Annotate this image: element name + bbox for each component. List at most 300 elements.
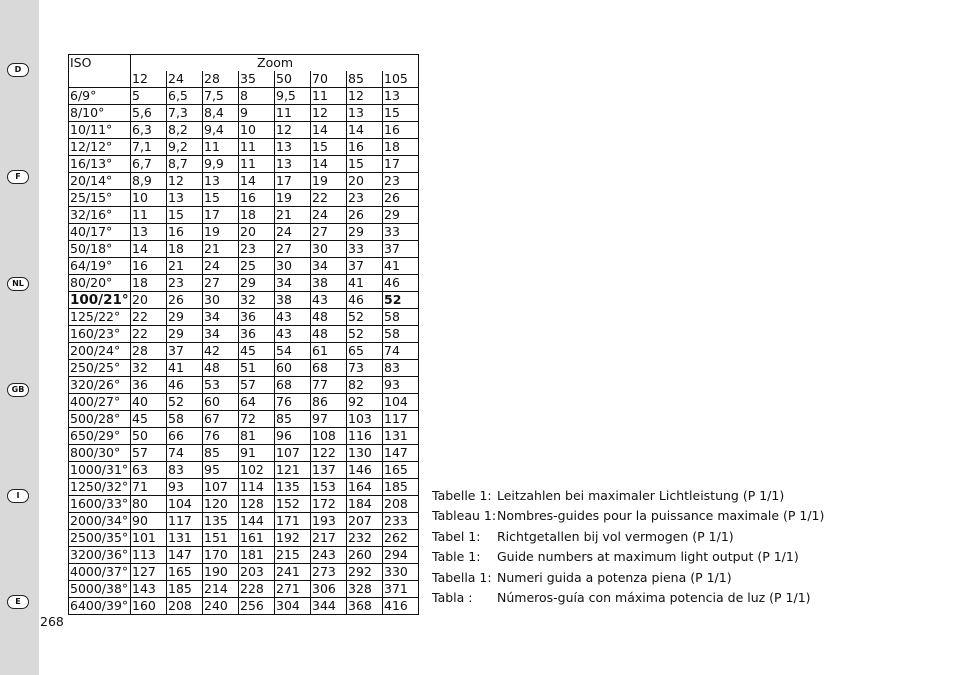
guide-number-cell: 170 (203, 547, 239, 564)
guide-number-cell: 260 (347, 547, 383, 564)
guide-number-cell: 73 (347, 360, 383, 377)
guide-number-cell: 217 (311, 530, 347, 547)
guide-number-cell: 160 (131, 598, 167, 615)
guide-number-cell: 292 (347, 564, 383, 581)
guide-number-cell: 97 (311, 411, 347, 428)
guide-number-cell: 107 (203, 479, 239, 496)
guide-number-cell: 74 (167, 445, 203, 462)
guide-number-cell: 6,5 (167, 88, 203, 105)
guide-number-cell: 29 (239, 275, 275, 292)
guide-number-cell: 64 (239, 394, 275, 411)
guide-number-cell: 23 (239, 241, 275, 258)
guide-number-cell: 68 (275, 377, 311, 394)
guide-number-cell: 11 (131, 207, 167, 224)
guide-number-cell: 368 (347, 598, 383, 615)
header-row (69, 55, 419, 72)
guide-number-cell: 117 (167, 513, 203, 530)
guide-number-cell: 45 (131, 411, 167, 428)
guide-number-cell: 58 (167, 411, 203, 428)
guide-number-cell: 27 (275, 241, 311, 258)
caption-text: Nombres-guides pour la puissance maximale (P 1/1) (497, 508, 825, 524)
iso-header: ISO (69, 55, 131, 72)
guide-number-cell: 20 (131, 292, 167, 309)
guide-number-cell: 16 (383, 122, 419, 139)
guide-number-cell: 165 (167, 564, 203, 581)
guide-number-cell: 37 (383, 241, 419, 258)
guide-number-cell: 185 (383, 479, 419, 496)
caption-label: Tabella 1: (432, 569, 492, 585)
zoom-value: 28 (203, 71, 239, 88)
guide-number-cell: 48 (203, 360, 239, 377)
iso-cell: 200/24° (69, 343, 131, 360)
table-row (69, 292, 419, 309)
guide-number-cell: 243 (311, 547, 347, 564)
guide-number-cell: 46 (167, 377, 203, 394)
guide-number-cell: 42 (203, 343, 239, 360)
guide-number-cell: 114 (239, 479, 275, 496)
guide-number-cell: 101 (131, 530, 167, 547)
guide-number-cell: 11 (203, 139, 239, 156)
guide-number-cell: 21 (275, 207, 311, 224)
iso-cell: 64/19° (69, 258, 131, 275)
guide-number-cell: 14 (239, 173, 275, 190)
guide-number-cell: 241 (275, 564, 311, 581)
guide-number-cell: 28 (131, 343, 167, 360)
guide-number-cell: 171 (275, 513, 311, 530)
guide-number-cell: 30 (203, 292, 239, 309)
guide-number-cell: 18 (383, 139, 419, 156)
guide-number-cell: 90 (131, 513, 167, 530)
guide-number-cell: 17 (203, 207, 239, 224)
guide-number-cell: 208 (167, 598, 203, 615)
guide-number-cell: 13 (383, 88, 419, 105)
guide-number-cell: 43 (275, 309, 311, 326)
guide-number-cell: 8 (239, 88, 275, 105)
guide-number-cell: 34 (203, 326, 239, 343)
iso-cell: 320/26° (69, 377, 131, 394)
zoom-value: 12 (131, 71, 167, 88)
table-row (69, 105, 419, 122)
guide-number-cell: 19 (275, 190, 311, 207)
guide-number-cell: 33 (347, 241, 383, 258)
guide-number-cell: 271 (275, 581, 311, 598)
guide-number-cell: 14 (311, 122, 347, 139)
guide-number-cell: 95 (203, 462, 239, 479)
guide-number-cell: 37 (347, 258, 383, 275)
guide-number-cell: 8,9 (131, 173, 167, 190)
guide-number-cell: 18 (167, 241, 203, 258)
guide-number-cell: 74 (383, 343, 419, 360)
guide-number-table (68, 54, 419, 615)
table-row (69, 241, 419, 258)
iso-cell: 650/29° (69, 428, 131, 445)
guide-number-cell: 52 (167, 394, 203, 411)
guide-number-cell: 13 (275, 139, 311, 156)
iso-cell: 800/30° (69, 445, 131, 462)
guide-number-cell: 294 (383, 547, 419, 564)
guide-number-cell: 60 (275, 360, 311, 377)
guide-number-cell: 9 (239, 105, 275, 122)
guide-number-cell: 65 (347, 343, 383, 360)
guide-number-cell: 12 (275, 122, 311, 139)
iso-cell: 6400/39° (69, 598, 131, 615)
guide-number-cell: 23 (347, 190, 383, 207)
table-row (69, 275, 419, 292)
table-row (69, 326, 419, 343)
guide-number-cell: 330 (383, 564, 419, 581)
guide-number-cell: 131 (167, 530, 203, 547)
guide-number-cell: 41 (167, 360, 203, 377)
guide-number-cell: 9,9 (203, 156, 239, 173)
guide-number-cell: 29 (347, 224, 383, 241)
guide-number-cell: 36 (131, 377, 167, 394)
guide-number-cell: 15 (383, 105, 419, 122)
guide-number-cell: 108 (311, 428, 347, 445)
guide-number-cell: 26 (347, 207, 383, 224)
guide-number-cell: 67 (203, 411, 239, 428)
guide-number-cell: 165 (383, 462, 419, 479)
guide-number-cell: 11 (239, 156, 275, 173)
guide-number-cell: 76 (275, 394, 311, 411)
iso-cell: 3200/36° (69, 547, 131, 564)
guide-number-cell: 33 (383, 224, 419, 241)
guide-number-cell: 144 (239, 513, 275, 530)
table-row (69, 547, 419, 564)
lang-badge-i[interactable]: I (7, 489, 29, 503)
iso-cell: 32/16° (69, 207, 131, 224)
guide-number-cell: 9,4 (203, 122, 239, 139)
guide-number-cell: 23 (167, 275, 203, 292)
guide-number-cell: 7,3 (167, 105, 203, 122)
guide-number-cell: 32 (131, 360, 167, 377)
guide-number-cell: 161 (239, 530, 275, 547)
table-row (69, 139, 419, 156)
guide-number-cell: 48 (311, 326, 347, 343)
guide-number-cell: 60 (203, 394, 239, 411)
lang-badge-nl[interactable]: NL (7, 277, 29, 291)
guide-number-cell: 11 (239, 139, 275, 156)
caption-text: Guide numbers at maximum light output (P 1/1) (497, 549, 799, 565)
guide-number-cell: 32 (239, 292, 275, 309)
table-row (69, 496, 419, 513)
guide-number-cell: 24 (203, 258, 239, 275)
guide-number-cell: 151 (203, 530, 239, 547)
guide-number-cell: 43 (311, 292, 347, 309)
guide-number-cell: 16 (347, 139, 383, 156)
iso-cell: 12/12° (69, 139, 131, 156)
guide-number-cell: 13 (131, 224, 167, 241)
iso-cell: 125/22° (69, 309, 131, 326)
lang-badge-gb[interactable]: GB (7, 383, 29, 397)
guide-number-cell: 15 (167, 207, 203, 224)
guide-number-cell: 68 (311, 360, 347, 377)
zoom-value: 24 (167, 71, 203, 88)
guide-number-cell: 24 (311, 207, 347, 224)
guide-number-cell: 190 (203, 564, 239, 581)
iso-cell: 2500/35° (69, 530, 131, 547)
guide-number-cell: 34 (275, 275, 311, 292)
guide-number-cell: 127 (131, 564, 167, 581)
iso-cell: 400/27° (69, 394, 131, 411)
guide-number-cell: 103 (347, 411, 383, 428)
guide-number-cell: 91 (239, 445, 275, 462)
guide-number-cell: 50 (131, 428, 167, 445)
guide-number-cell: 45 (239, 343, 275, 360)
guide-number-cell: 107 (275, 445, 311, 462)
guide-number-cell: 10 (131, 190, 167, 207)
iso-cell: 2000/34° (69, 513, 131, 530)
zoom-header: Zoom (131, 55, 419, 72)
guide-number-cell: 371 (383, 581, 419, 598)
guide-number-cell: 232 (347, 530, 383, 547)
guide-number-cell: 121 (275, 462, 311, 479)
guide-number-cell: 147 (383, 445, 419, 462)
caption-label: Tabelle 1: (432, 488, 492, 503)
guide-number-cell: 128 (239, 496, 275, 513)
guide-number-cell: 15 (311, 139, 347, 156)
guide-number-cell: 93 (167, 479, 203, 496)
guide-number-cell: 21 (203, 241, 239, 258)
guide-number-cell: 117 (383, 411, 419, 428)
iso-cell: 4000/37° (69, 564, 131, 581)
zoom-value: 85 (347, 71, 383, 88)
guide-number-cell: 36 (239, 309, 275, 326)
zoom-values-row (69, 71, 419, 88)
guide-number-cell: 18 (131, 275, 167, 292)
guide-number-cell: 8,7 (167, 156, 203, 173)
guide-number-cell: 184 (347, 496, 383, 513)
zoom-value: 70 (311, 71, 347, 88)
iso-cell: 16/13° (69, 156, 131, 173)
guide-number-cell: 8,2 (167, 122, 203, 139)
guide-number-cell: 30 (311, 241, 347, 258)
guide-number-cell: 81 (239, 428, 275, 445)
guide-number-cell: 72 (239, 411, 275, 428)
caption-label: Tabla : (432, 589, 473, 605)
guide-number-cell: 17 (383, 156, 419, 173)
guide-number-cell: 66 (167, 428, 203, 445)
guide-number-cell: 7,1 (131, 139, 167, 156)
guide-number-cell: 13 (347, 105, 383, 122)
guide-number-cell: 122 (311, 445, 347, 462)
table-row (69, 88, 419, 105)
iso-cell: 8/10° (69, 105, 131, 122)
guide-number-cell: 54 (275, 343, 311, 360)
guide-number-cell: 23 (383, 173, 419, 190)
guide-number-cell: 130 (347, 445, 383, 462)
guide-number-cell: 13 (275, 156, 311, 173)
table-row (69, 309, 419, 326)
guide-number-cell: 9,2 (167, 139, 203, 156)
iso-cell: 6/9° (69, 88, 131, 105)
guide-number-cell: 17 (275, 173, 311, 190)
caption-text: Leitzahlen bei maximaler Lichtleistung (P 1/1) (497, 488, 785, 503)
guide-number-cell: 10 (239, 122, 275, 139)
guide-number-cell: 16 (167, 224, 203, 241)
guide-number-cell: 27 (203, 275, 239, 292)
iso-cell: 40/17° (69, 224, 131, 241)
guide-number-cell: 344 (311, 598, 347, 615)
guide-number-cell: 7,5 (203, 88, 239, 105)
guide-number-cell: 77 (311, 377, 347, 394)
guide-number-cell: 262 (383, 530, 419, 547)
guide-number-cell: 38 (275, 292, 311, 309)
iso-header-spacer (69, 71, 131, 88)
guide-number-cell: 43 (275, 326, 311, 343)
table-row (69, 462, 419, 479)
table-row (69, 411, 419, 428)
page-number: 268 (40, 614, 64, 629)
guide-number-cell: 131 (383, 428, 419, 445)
guide-number-cell: 228 (239, 581, 275, 598)
table-row (69, 598, 419, 615)
iso-cell: 250/25° (69, 360, 131, 377)
guide-number-cell: 135 (203, 513, 239, 530)
table-row (69, 156, 419, 173)
table-row (69, 224, 419, 241)
guide-number-cell: 58 (383, 309, 419, 326)
guide-number-cell: 185 (167, 581, 203, 598)
guide-number-cell: 92 (347, 394, 383, 411)
guide-number-cell: 11 (311, 88, 347, 105)
guide-number-cell: 58 (383, 326, 419, 343)
guide-number-cell: 135 (275, 479, 311, 496)
guide-number-cell: 143 (131, 581, 167, 598)
iso-cell: 1000/31° (69, 462, 131, 479)
guide-number-cell: 57 (239, 377, 275, 394)
guide-number-cell: 22 (131, 309, 167, 326)
guide-number-cell: 6,7 (131, 156, 167, 173)
iso-cell: 1250/32° (69, 479, 131, 496)
guide-number-cell: 80 (131, 496, 167, 513)
guide-number-cell: 6,3 (131, 122, 167, 139)
iso-cell: 500/28° (69, 411, 131, 428)
guide-number-cell: 46 (383, 275, 419, 292)
guide-number-cell: 5,6 (131, 105, 167, 122)
guide-number-cell: 40 (131, 394, 167, 411)
guide-number-cell: 52 (383, 292, 419, 309)
guide-number-cell: 152 (275, 496, 311, 513)
guide-number-cell: 82 (347, 377, 383, 394)
guide-number-cell: 29 (383, 207, 419, 224)
zoom-value: 50 (275, 71, 311, 88)
table-row (69, 581, 419, 598)
guide-number-cell: 164 (347, 479, 383, 496)
guide-number-cell: 416 (383, 598, 419, 615)
guide-number-cell: 12 (311, 105, 347, 122)
guide-number-cell: 147 (167, 547, 203, 564)
guide-number-cell: 38 (311, 275, 347, 292)
guide-number-cell: 207 (347, 513, 383, 530)
guide-number-cell: 26 (383, 190, 419, 207)
guide-number-cell: 328 (347, 581, 383, 598)
iso-cell: 10/11° (69, 122, 131, 139)
caption-text: Richtgetallen bij vol vermogen (P 1/1) (497, 528, 734, 544)
guide-number-cell: 85 (275, 411, 311, 428)
guide-number-cell: 11 (275, 105, 311, 122)
guide-number-cell: 20 (347, 173, 383, 190)
guide-number-cell: 76 (203, 428, 239, 445)
guide-number-cell: 52 (347, 309, 383, 326)
guide-number-cell: 273 (311, 564, 347, 581)
guide-number-cell: 36 (239, 326, 275, 343)
guide-number-cell: 83 (167, 462, 203, 479)
guide-number-cell: 22 (311, 190, 347, 207)
lang-badge-f[interactable]: F (7, 170, 29, 184)
lang-badge-e[interactable]: E (7, 595, 29, 609)
guide-number-cell: 13 (167, 190, 203, 207)
guide-number-cell: 15 (347, 156, 383, 173)
guide-number-cell: 12 (347, 88, 383, 105)
caption-text: Numeri guida a potenza piena (P 1/1) (497, 569, 732, 585)
guide-number-cell: 18 (239, 207, 275, 224)
guide-number-cell: 83 (383, 360, 419, 377)
table-row (69, 122, 419, 139)
table-row (69, 377, 419, 394)
iso-cell: 5000/38° (69, 581, 131, 598)
guide-number-cell: 21 (167, 258, 203, 275)
table-row (69, 564, 419, 581)
caption-label: Tableau 1: (432, 508, 497, 524)
guide-number-cell: 14 (131, 241, 167, 258)
guide-number-cell: 20 (239, 224, 275, 241)
guide-number-cell: 29 (167, 326, 203, 343)
guide-number-cell: 48 (311, 309, 347, 326)
guide-number-cell: 37 (167, 343, 203, 360)
table-row (69, 513, 419, 530)
guide-number-cell: 120 (203, 496, 239, 513)
iso-cell: 50/18° (69, 241, 131, 258)
guide-number-cell: 34 (203, 309, 239, 326)
guide-number-cell: 304 (275, 598, 311, 615)
guide-number-cell: 240 (203, 598, 239, 615)
guide-number-cell: 46 (347, 292, 383, 309)
guide-number-cell: 16 (131, 258, 167, 275)
lang-badge-d[interactable]: D (7, 63, 29, 77)
iso-cell: 25/15° (69, 190, 131, 207)
guide-number-cell: 51 (239, 360, 275, 377)
guide-number-cell: 5 (131, 88, 167, 105)
guide-number-cell: 233 (383, 513, 419, 530)
guide-number-cell: 14 (347, 122, 383, 139)
guide-number-cell: 41 (347, 275, 383, 292)
iso-cell: 160/23° (69, 326, 131, 343)
table-row (69, 360, 419, 377)
table-row (69, 445, 419, 462)
guide-number-cell: 172 (311, 496, 347, 513)
guide-number-cell: 34 (311, 258, 347, 275)
guide-number-cell: 214 (203, 581, 239, 598)
iso-cell: 1600/33° (69, 496, 131, 513)
guide-number-cell: 181 (239, 547, 275, 564)
zoom-value: 105 (383, 71, 419, 88)
guide-number-cell: 113 (131, 547, 167, 564)
guide-number-cell: 24 (275, 224, 311, 241)
guide-number-cell: 22 (131, 326, 167, 343)
guide-number-cell: 306 (311, 581, 347, 598)
zoom-value: 35 (239, 71, 275, 88)
guide-number-cell: 208 (383, 496, 419, 513)
guide-number-cell: 61 (311, 343, 347, 360)
guide-number-cell: 12 (167, 173, 203, 190)
guide-number-cell: 8,4 (203, 105, 239, 122)
caption-label: Tabel 1: (432, 528, 481, 544)
iso-cell: 80/20° (69, 275, 131, 292)
table-row (69, 207, 419, 224)
guide-number-cell: 192 (275, 530, 311, 547)
guide-number-cell: 29 (167, 309, 203, 326)
table-row (69, 479, 419, 496)
